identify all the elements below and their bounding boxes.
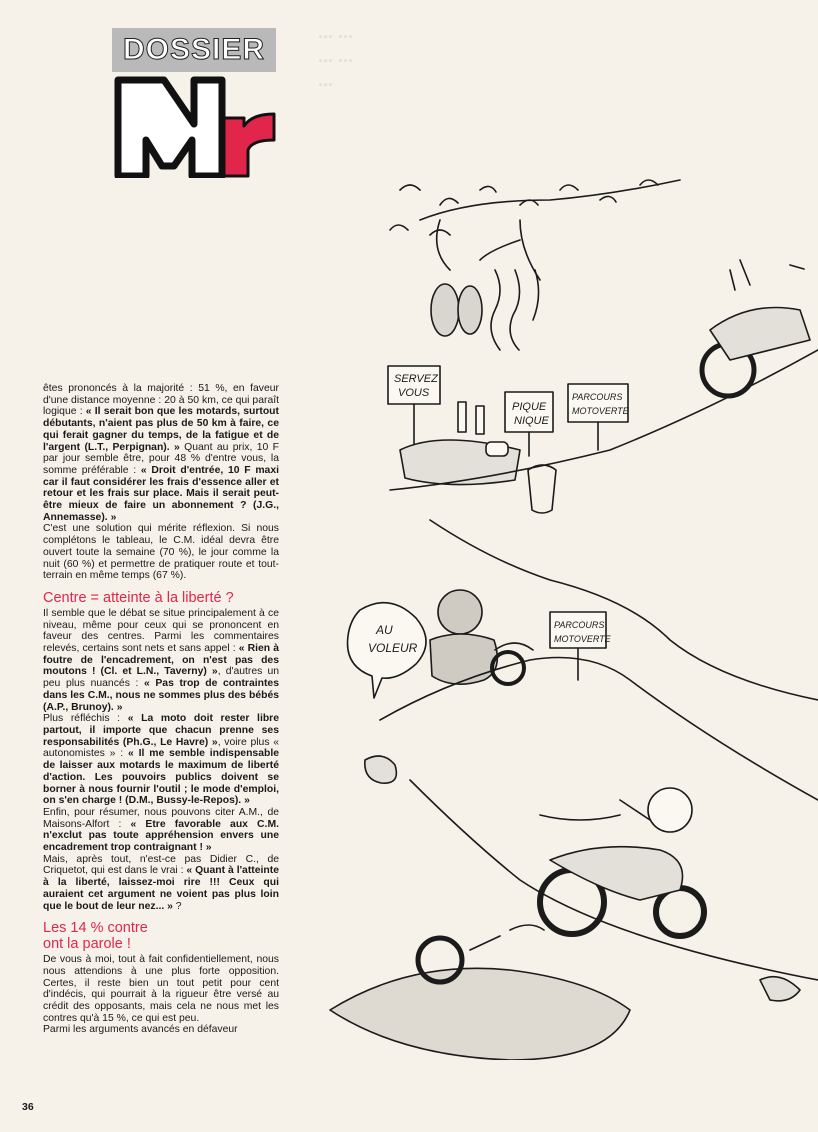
sign-parcours2-text: PARCOURS — [554, 620, 605, 630]
dossier-label: DOSSIER — [112, 28, 276, 72]
dossier-logo — [112, 28, 276, 178]
rider-motorcycle-icon — [550, 847, 683, 900]
quilt-icon — [330, 968, 630, 1060]
paragraph: Parmi les arguments avancés en défaveur — [43, 1024, 238, 1036]
bottle-icon — [458, 402, 466, 432]
svg-text:VOLEUR: VOLEUR — [368, 641, 418, 655]
paragraph: Mais, après tout, n'est-ce pas Didier C., de Criquetot, qui est dans le vrai : « Quant à l'atteinte à la liberté, laissez-moi rire !!! Ceux qui auraient cet argument ne voient pas plus loin que le bout de leur nez... » ? — [43, 853, 279, 912]
svg-text:VOUS: VOUS — [398, 387, 430, 399]
section-heading: Les 14 % contre ont la parole ! — [43, 920, 148, 953]
article-column — [43, 383, 279, 1036]
sign-parcours-1 — [568, 384, 628, 422]
sign-parcours1-text: PARCOURS — [572, 392, 623, 402]
paragraph: De vous à moi, tout à fait confidentiellement, nous nous attendions à une plus forte opposition. Certes, il reste bien un tout petit pour cent d'indécis, qui pourrait à la rigueur être versé au crédit des opposants, mais cela ne nous met les contres qu'à 15 %, ce qui est peu. — [43, 954, 279, 1024]
motocross-cartoon — [290, 160, 818, 1060]
bubble-text: AU — [376, 623, 393, 637]
basket-icon — [528, 465, 556, 513]
ham-icon — [431, 284, 459, 336]
show-through-text: ... ... ... ... ... — [318, 22, 354, 90]
sign-pique-text: PIQUE — [512, 401, 547, 413]
page-number: 36 — [22, 1101, 34, 1113]
rider-head-icon — [648, 788, 692, 832]
sausages-icon — [491, 270, 539, 350]
svg-text:MOTOVERTE: MOTOVERTE — [572, 406, 629, 416]
paragraph: Enfin, pour résumer, nous pouvons citer A.M., de Maisons-Alfort : « Etre favorable aux C.M. n'exclut pas toute appréhension envers une encadrement trop contraignant ! » — [43, 806, 279, 854]
bear-icon — [438, 590, 482, 634]
tree-branch — [420, 180, 680, 220]
paragraph: C'est une solution qui mérite réflexion. Si nous complétons le tableau, le C.M. idéal devra être ouvert toute la semaine (70 %), le jour comme la nuit (60 %) et permettre de pratiquer route et tout-terrain en même temps (67 %). — [43, 523, 279, 582]
paragraph: Plus réfléchis : « La moto doit rester libre partout, il importe que chacun prenne ses responsabilités (Ph.G., Le Havre) », voire plus « autonomistes » : « Il me semble indispensable de laisser aux motards le maximum de liberté d'action. Les pouvoirs publics doivent se borner à nous fournir l'outil ; le mode d'emploi, on s'en charge ! (D.M., Bussy-le-Repos). » — [43, 713, 279, 807]
paragraph: Il semble que le débat se situe principalement à ce niveau, même pour ceux qui se prononcent en faveur des centres. Parmi les commentaires relevés, certains sont nets et sans appel : « Rien à foutre de l'encadrement, on n'est pas des moutons ! (Cl. et L.N., Taverny) », d'autres un peu plus nuancés : « Pas trop de contraintes dans les C.M., nous ne sommes plus des bébés (A.P., Brunoy). » — [43, 607, 279, 713]
paragraph: êtes prononcés à la majorité : 51 %, en faveur d'une distance moyenne : 20 à 50 km, ce qui paraît logique : « Il serait bon que les motards, surtout débutants, n'aient pas plus de 50 km à faire, ce qui ferait gagner du temps, de la fatigue et de l'argent (L.T., Perpignan). » Quant au prix, 10 F par jour semble être, pour 48 % d'entre vous, la somme préférable : « Droit d'entrée, 10 F maxi car il faut considérer les frais d'essence aller et retour et les frais sur place. Mais il serait peut-être mieux de faire un abonnement ? (J.G., Annemasse). » — [43, 383, 280, 523]
svg-text:NIQUE: NIQUE — [514, 415, 549, 427]
leaves-icon — [390, 180, 658, 235]
svg-text:MOTOVERTE: MOTOVERTE — [554, 634, 611, 644]
sign-servez-text: SERVEZ — [394, 373, 438, 385]
motorcycle-icon — [710, 308, 810, 361]
section-heading: Centre = atteinte à la liberté ? — [43, 589, 234, 606]
